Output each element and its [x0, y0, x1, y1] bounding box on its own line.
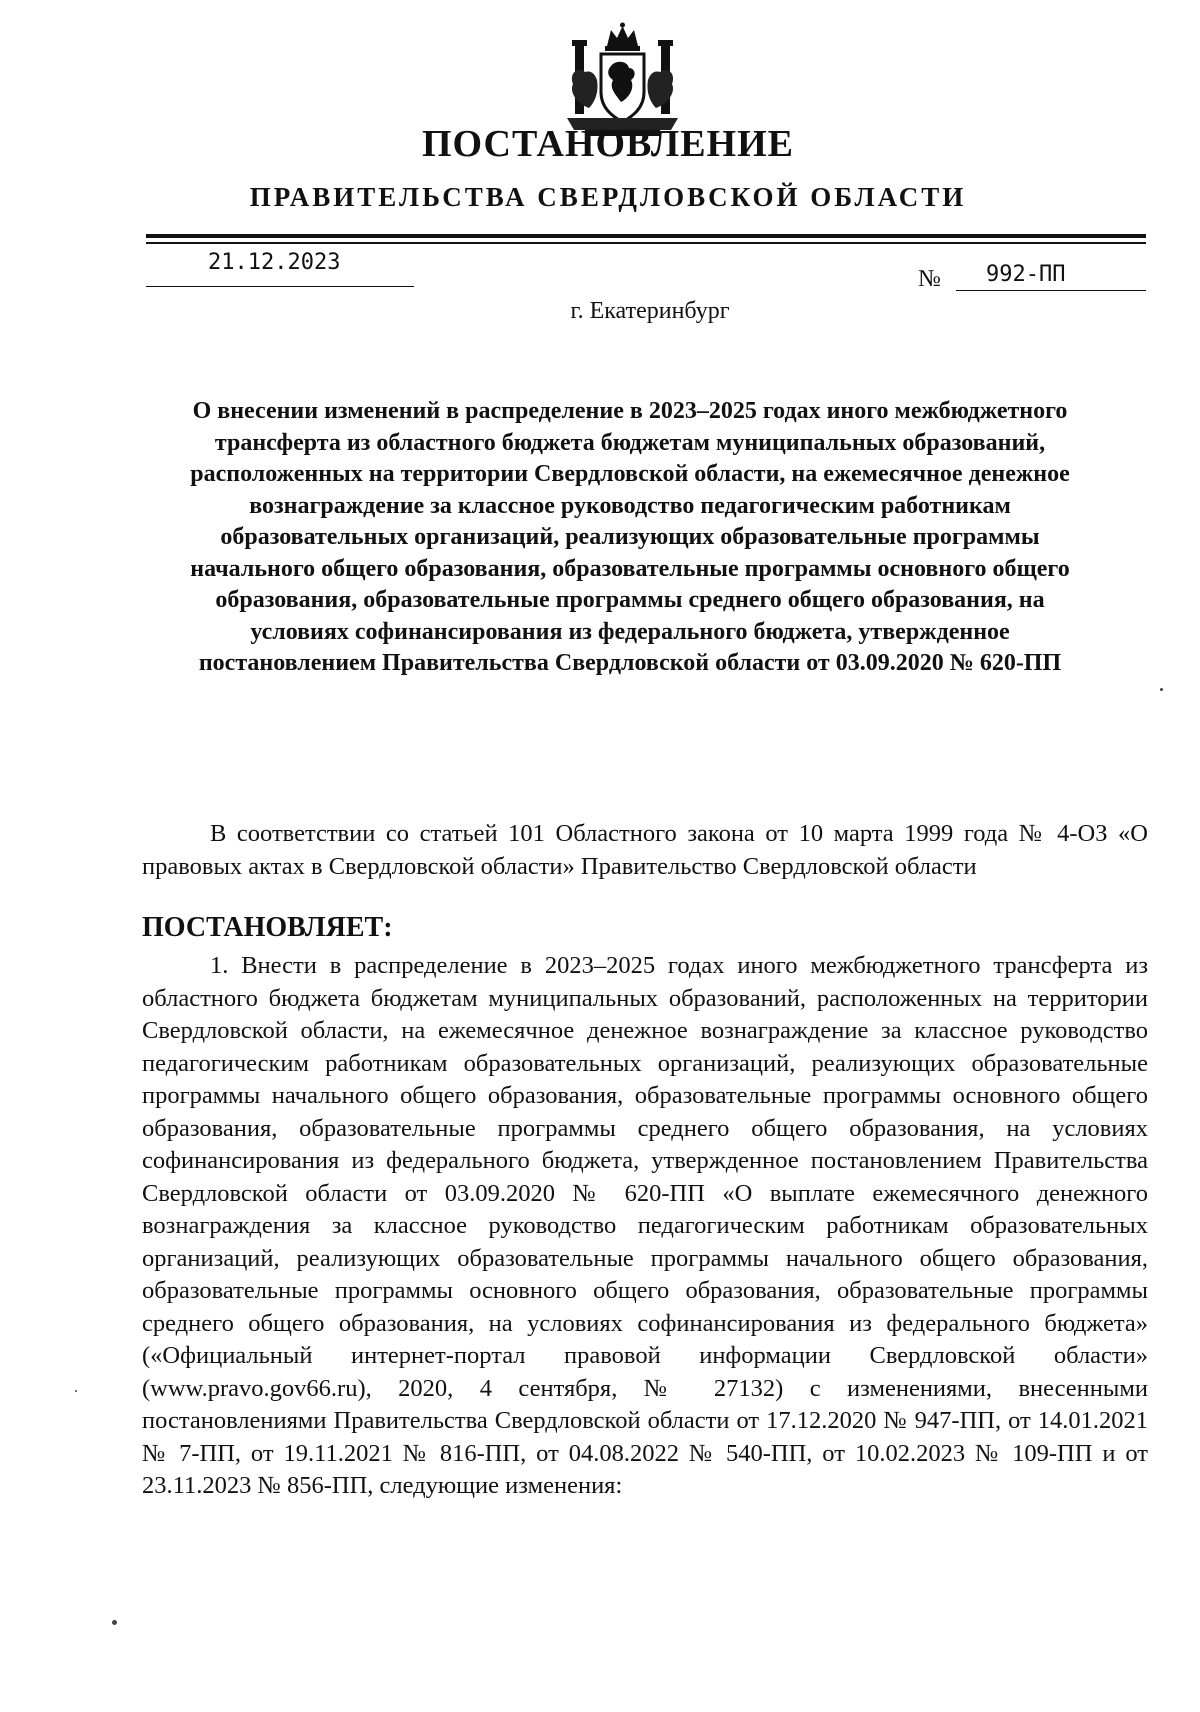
number-sign: № — [918, 266, 941, 292]
date-underline — [146, 286, 414, 287]
authority-heading: ПРАВИТЕЛЬСТВА СВЕРДЛОВСКОЙ ОБЛАСТИ — [249, 182, 967, 212]
document-type-heading: ПОСТАНОВЛЕНИЕ — [421, 123, 795, 165]
document-number: 992-ПП — [986, 262, 1066, 287]
preamble-paragraph: В соответствии со статьей 101 Областного закона от 10 марта 1999 года № 4-ОЗ «О правовых актах в Свердловской области» Правительство Свердловской области — [142, 820, 1148, 880]
number-underline — [956, 290, 1146, 291]
item-1-paragraph: 1. Внести в распределение в 2023–2025 годах иного межбюджетного трансферта из областного бюджета бюджетам муниципальных образований, расположенных на территории Свердловской области, на ежемесячное денежное вознаграждение за классное руководство педагогическим работникам образовательных организаций, реализующих образовательные программы начального общего образования, образовательные программы основного общего образования, образовательные программы среднего общего образования, на условиях софинансирования из федерального бюджета, утвержденное постановлением Правительства Свердловской области от 03.09.2020 № 620-ПП «О выплате ежемесячного денежного вознаграждения за классное руководство педагогическим работникам образовательных организаций, реализующих образовательные программы начального общего образования, образовательные программы основного общего образования, образовательные программы среднего общего образования, на условиях софинансирования из федерального бюджета» («Официальный интернет-портал правовой информации Свердловской области» (www.pravo.gov66.ru), 2020, 4 сентября, № 27132) с изменениями, внесенными постановлениями Правительства Свердловской области от 17.12.2020 № 947-ПП, от 14.01.2021 № 7-ПП, от 19.11.2021 № 816-ПП, от 04.08.2022 № 540-ПП, от 10.02.2023 № 109-ПП и от 23.11.2023 № 856-ПП, следующие изменения: — [142, 952, 1148, 1499]
scan-speck — [1160, 688, 1163, 691]
decree-heading: ПОСТАНОВЛЯЕТ: — [142, 912, 393, 943]
document-title: О внесении изменений в распределение в 2023–2025 годах иного межбюджетного трансферта из областного бюджета бюджетам муниципальных образований, расположенных на территории Свердловской области, на ежемесячное денежное вознаграждение за классное руководство педагогическим работникам образовательных организаций, реализующих образовательные программы начального общего образования, образовательные программы основного общего образования, образовательные программы среднего общего образования, на условиях софинансирования из федерального бюджета, утвержденное постановлением Правительства Свердловской области от 03.09.2020 № 620-ПП — [190, 398, 1070, 676]
scan-speck — [75, 1390, 77, 1392]
header-divider-thick — [146, 234, 1146, 238]
scan-speck — [112, 1620, 117, 1625]
document-date: 21.12.2023 — [208, 250, 341, 275]
city-label: г. Екатеринбург — [570, 298, 730, 324]
header-divider-thin — [146, 242, 1146, 244]
